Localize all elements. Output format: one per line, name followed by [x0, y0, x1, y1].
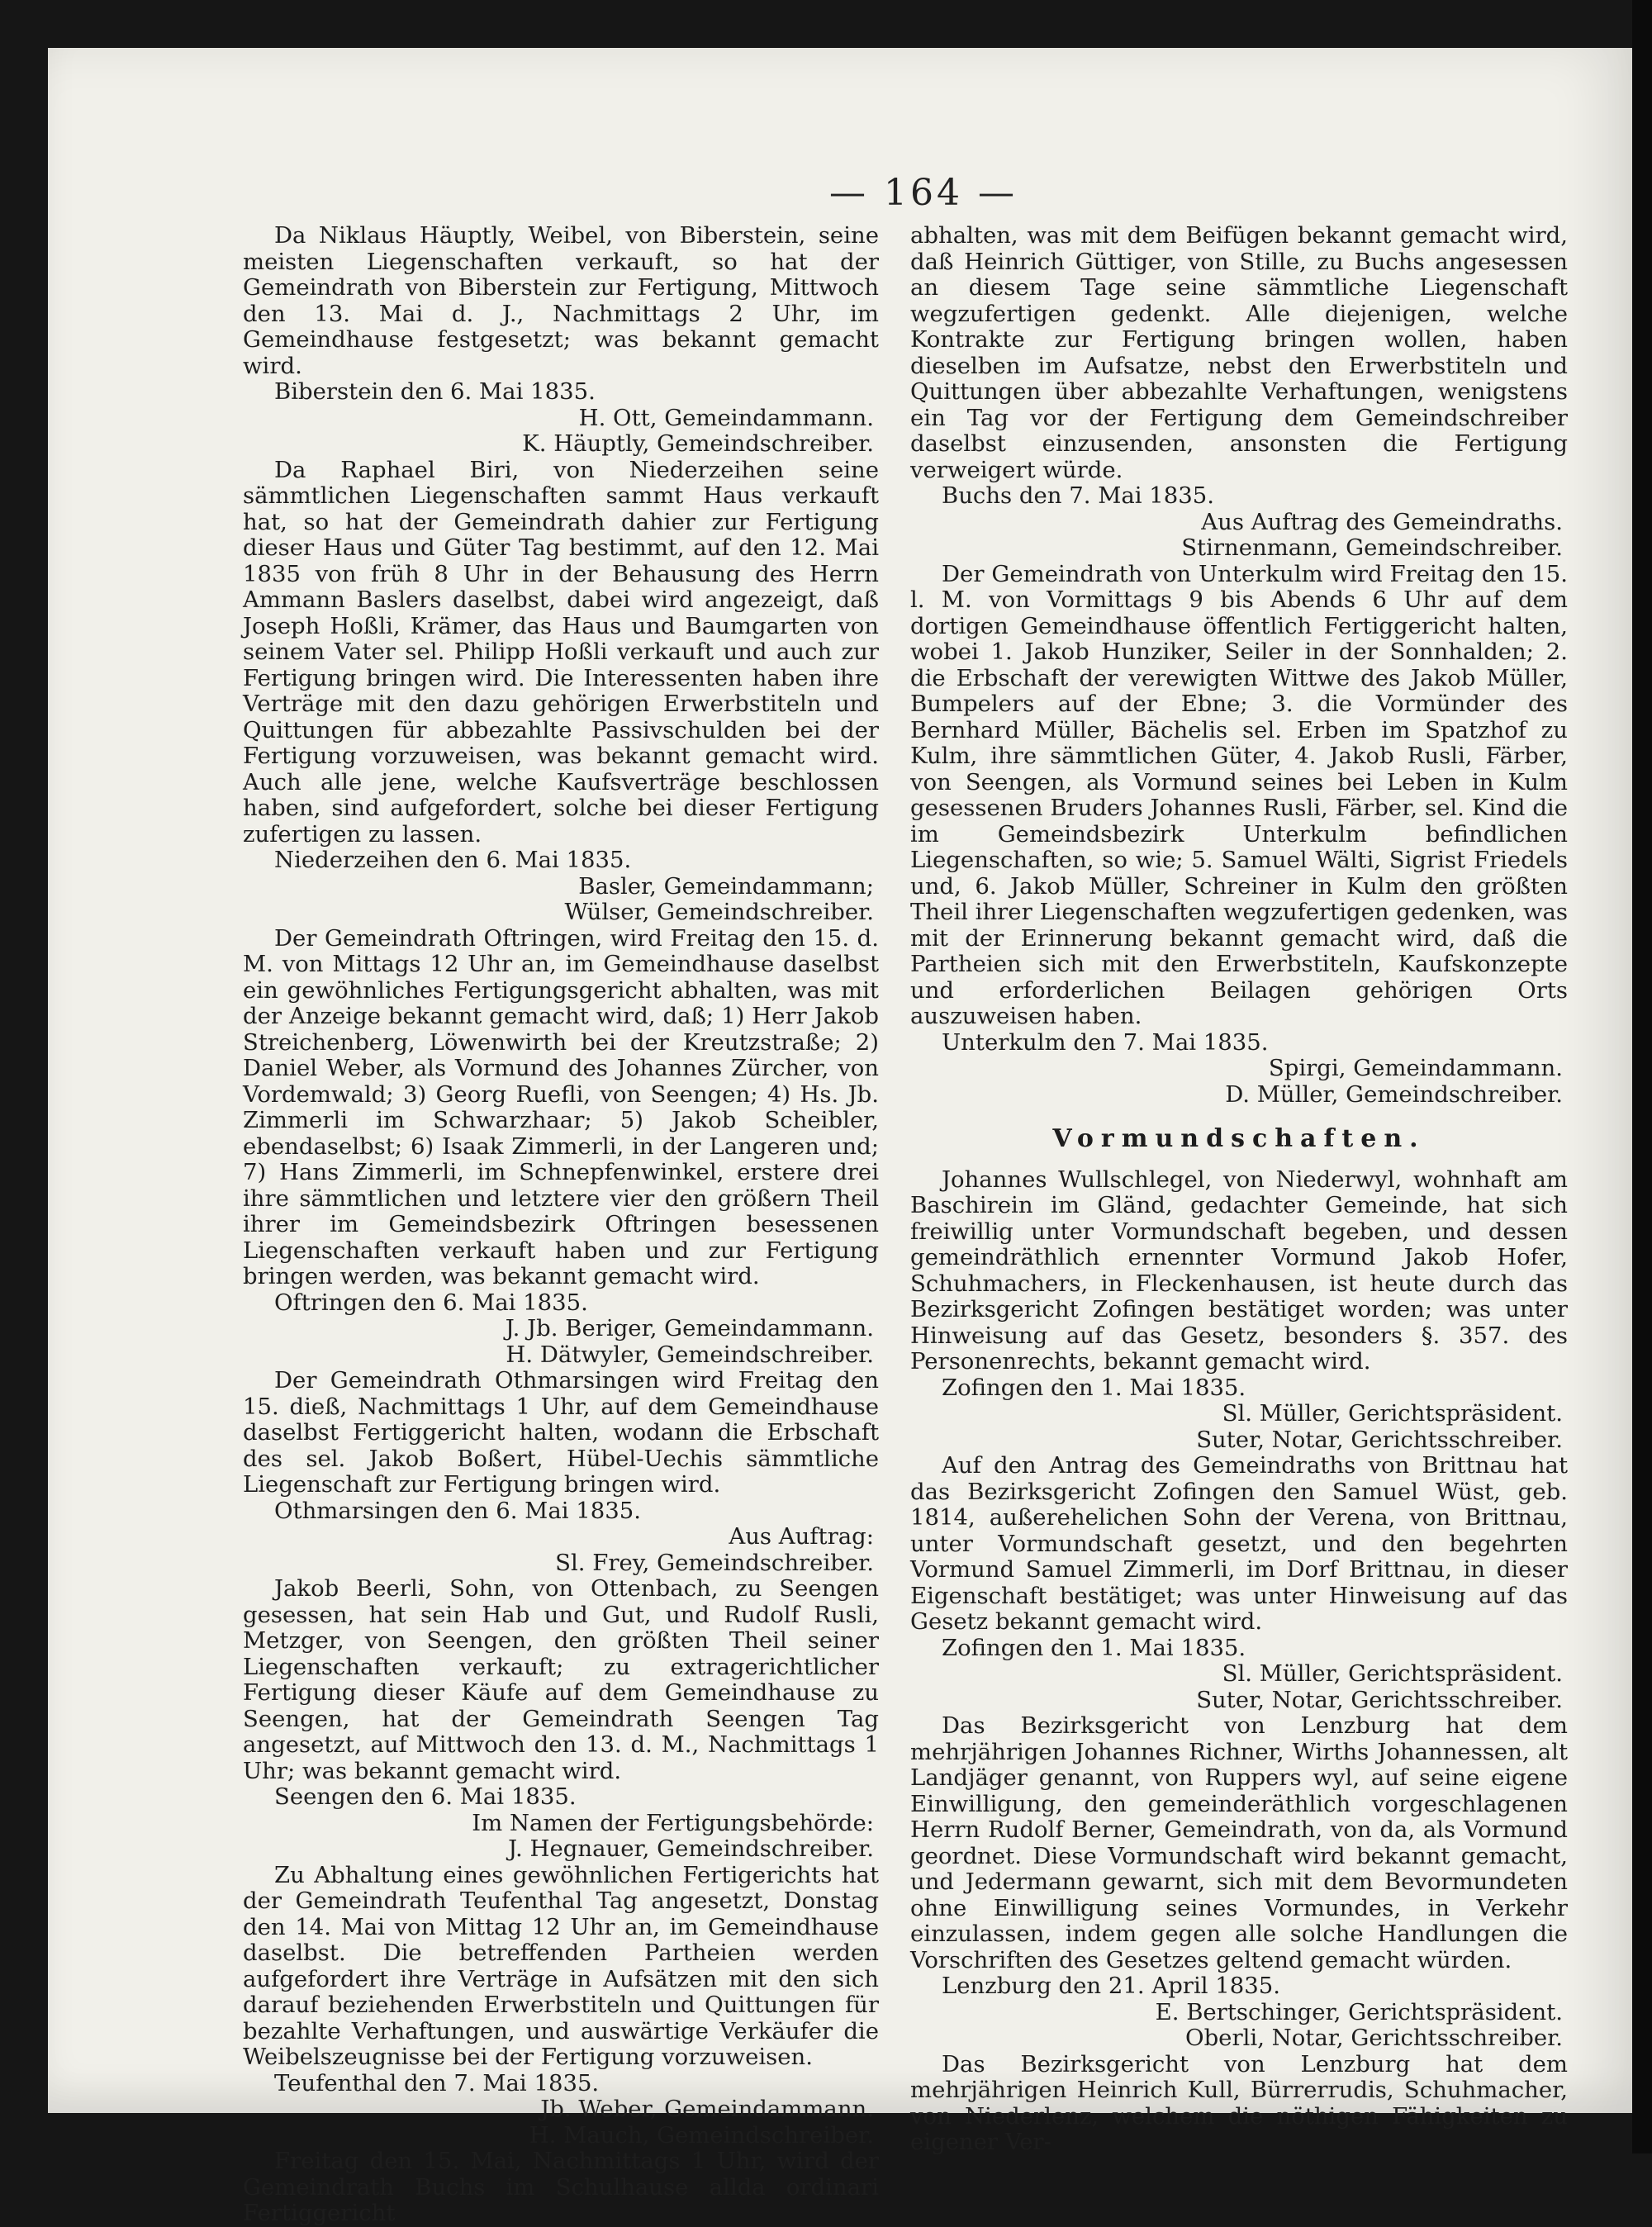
notice-paragraph: Der Gemeindrath Oftringen, wird Freitag den 15. d. M. von Mittags 12 Uhr an, im Gemeindhause daselbst ein gewöhnliches Fertigungsgericht abhalten, was mit der Anzeige bekannt gemacht wird, daß; 1) Herr Jakob Streichenberg, Löwenwirth bei der Kreutzstraße; 2) Daniel Weber, als Vormund des Johannes Zürcher, von Vordemwald; 3) Georg Ruefli, von Seengen; 4) Hs. Jb. Zimmerli im Schwarzhaar; 5) Jakob Scheibler, ebendaselbst; 6) Isaak Zimmerli, in der Langeren und; 7) Hans Zimmerli, im Schnepfenwinkel, erstere drei ihre sämmtlichen und letztere vier den größern Theil ihrer im Gemeindsbezirk Oftringen besessenen Liegenschaften verkauft haben und zur Fertigung bringen werden, was bekannt gemacht wird.	[243, 924, 879, 1289]
notice-dateline: Buchs den 7. Mai 1835.	[942, 482, 1215, 509]
notice-paragraph: Das Bezirksgericht von Lenzburg hat dem mehrjährigen Johannes Richner, Wirths Johannessen, alt Landjäger genannt, von Ruppers wyl, auf seine eigene Einwilligung, den gemeinderäthlich vorgeschlagenen Herrn Rudolf Berner, Gemeindrath, von da, als Vormund geordnet. Diese Vormundschaft wird bekannt gemacht, und Jedermann gewarnt, sich mit dem Bevormundeten ohne Einwilligung seines Vormundes, in Verkehr einzulassen, indem gegen alle solche Handlungen die Vorschriften des Gesetzes geltend gemacht würden.	[910, 1712, 1568, 1973]
notice-signature: Oberli, Notar, Gerichtsschreiber.	[1185, 2025, 1563, 2051]
notice-paragraph: Zu Abhaltung eines gewöhnlichen Fertigerichts hat der Gemeindrath Teufenthal Tag angesetzt, Donstag den 14. Mai von Mittag 12 Uhr an, im Gemeindhause daselbst. Die betreffenden Partheien werden aufgefordert ihre Verträge in Aufsätzen mit den sich darauf beziehenden Erwerbstiteln und Quittungen für bezahlte Verhaftungen, und auswärtige Verkäufer die Weibelszeugnisse bei der Fertigung vorzuweisen.	[243, 1861, 879, 2070]
notice-signature: Suter, Notar, Gerichtsschreiber.	[1196, 1426, 1563, 1453]
notice-signature: Spirgi, Gemeindammann.	[1268, 1055, 1563, 1081]
notice-paragraph: Der Gemeindrath Othmarsingen wird Freitag den 15. dieß, Nachmittags 1 Uhr, auf dem Gemeindhause daselbst Fertiggericht halten, wodann die Erbschaft des sel. Jakob Boßert, Hübel-Uechis sämmtliche Liegenschaft zur Fertigung bringen wird.	[243, 1367, 879, 1498]
notice-dateline: Othmarsingen den 6. Mai 1835.	[274, 1497, 642, 1524]
notice-dateline: Oftringen den 6. Mai 1835.	[274, 1289, 588, 1316]
notice-paragraph: Johannes Wullschlegel, von Niederwyl, wohnhaft am Baschirein im Gländ, gedachter Gemeinde, hat sich freiwillig unter Vormundschaft begeben, und dessen gemeindräthlich ernennter Vormund Jakob Hofer, Schuhmachers, in Fleckenhausen, ist heute durch das Bezirksgericht Zofingen bestätiget worden; was unter Hinweisung auf das Gesetz, besonders §. 357. des Personenrechts, bekannt gemacht wird.	[910, 1166, 1568, 1375]
scan-border	[1632, 0, 1652, 2153]
notice-paragraph: Das Bezirksgericht von Lenzburg hat dem mehrjährigen Heinrich Kull, Bürrerrudis, Schuhmacher, von Niederlenz, welchem die nöthigen Fähigkeiten zu eigener Ver-	[910, 2050, 1568, 2155]
notice-dateline: Teufenthal den 7. Mai 1835.	[274, 2069, 600, 2096]
notice-dateline: Unterkulm den 7. Mai 1835.	[942, 1028, 1269, 1056]
notice-signature: Aus Auftrag:	[729, 1523, 874, 1550]
notice-signature: Basler, Gemeindammann;	[578, 872, 874, 900]
notice-signature: J. Hegnauer, Gemeindschreiber.	[508, 1835, 874, 1862]
notice-signature: K. Häuptly, Gemeindschreiber.	[522, 430, 874, 457]
notice-signature: Sl. Müller, Gerichtspräsident.	[1222, 1400, 1563, 1427]
notice-dateline: Seengen den 6. Mai 1835.	[274, 1783, 577, 1810]
notice-paragraph: Freitag den 15. Mai, Nachmittags 1 Uhr, wird der Gemeindrath Buchs im Schulhause allda ordinari Fertiggericht	[243, 2148, 879, 2226]
notice-signature: H. Ott, Gemeindammann.	[578, 404, 874, 431]
notice-signature: J. Jb. Beriger, Gemeindammann.	[505, 1315, 874, 1341]
notice-paragraph: Der Gemeindrath von Unterkulm wird Freitag den 15. l. M. von Vormittags 9 bis Abends 6 Uhr auf dem dortigen Gemeindhause öffentlich Fertiggericht halten, wobei 1. Jakob Hunziker, Seiler in der Sonnhalden; 2. die Erbschaft der verewigten Wittwe des Jakob Müller, Bumpelers auf der Ebne; 3. die Vormünder des Bernhard Müller, Bächelis sel. Erben im Spatzhof zu Kulm, ihre sämmtlichen Güter, 4. Jakob Rusli, Färber, von Seengen, als Vormund seines bei Leben in Kulm gesessenen Bruders Johannes Rusli, Färber, sel. Kind die im Gemeindsbezirk Unterkulm befindlichen Liegenschaften, so wie; 5. Samuel Wälti, Sigrist Friedels und, 6. Jakob Müller, Schreiner in Kulm den größten Theil ihrer Liegenschaften wegzufertigen gedenken, was mit der Erinnerung bekannt gemacht wird, daß die Partheien sich mit den Erwerbstiteln, Kaufskonzepte und erforderlichen Beilagen gehörigen Orts auszuweisen haben.	[910, 560, 1569, 1029]
notice-dateline: Zofingen den 1. Mai 1835.	[942, 1634, 1246, 1661]
notice-paragraph: Da Raphael Biri, von Niederzeihen seine sämmtlichen Liegenschaften sammt Haus verkauft hat, so hat der Gemeindrath dahier zur Fertigung dieser Haus und Güter Tag bestimmt, auf den 12. Mai 1835 von früh 8 Uhr in der Behausung des Herrn Ammann Baslers daselbst, dabei wird angezeigt, daß Joseph Hoßli, Krämer, das Haus und Baumgarten von seinem Vater sel. Philipp Hoßli verkauft und auch zur Fertigung bringen wird. Die Interessenten haben ihre Verträge mit den dazu gehörigen Erwerbstiteln und Quittungen für abbezahlte Passivschulden bei der Fertigung vorzuweisen, was bekannt gemacht wird. Auch alle jene, welche Kaufsverträge beschlossen haben, sind aufgefordert, solche bei dieser Fertigung zufertigen zu lassen.	[243, 456, 879, 848]
right-column	[910, 223, 1568, 2156]
notice-signature: H. Dätwyler, Gemeindschreiber.	[506, 1341, 874, 1368]
notice-signature: Wülser, Gemeindschreiber.	[564, 899, 874, 925]
notice-signature: E. Bertschinger, Gerichtspräsident.	[1155, 1998, 1563, 2025]
notice-paragraph: abhalten, was mit dem Beifügen bekannt gemacht wird, daß Heinrich Güttiger, von Stille, zu Buchs angesessen an diesem Tage seine sämmtliche Liegenschaft wegzufertigen gedenkt. Alle diejenigen, welche Kontrakte zur Fertigung bringen wollen, haben dieselben im Aufsatze, nebst den Erwerbstiteln und Quittungen über abbezahlte Verhaftungen, wenigstens ein Tag vor der Fertigung dem Gemeindschreiber daselbst einzusenden, ansonsten die Fertigung verweigert würde.	[910, 222, 1568, 483]
notice-signature: Stirnenmann, Gemeindschreiber.	[1181, 534, 1563, 561]
notice-dateline: Niederzeihen den 6. Mai 1835.	[274, 847, 632, 873]
notice-paragraph: Auf den Antrag des Gemeindraths von Brittnau hat das Bezirksgericht Zofingen den Samuel Wüst, geb. 1814, außerehelichen Sohn der Verena, von Brittnau, unter Vormundschaft gesetzt, und den begehrten Vormund Samuel Zimmerli, im Dorf Brittnau, in dieser Eigenschaft bestätiget; was unter Hinweisung auf das Gesetz bekannt gemacht wird.	[910, 1452, 1568, 1635]
notice-signature: H. Mauch, Gemeindschreiber.	[529, 2121, 874, 2149]
notice-dateline: Biberstein den 6. Mai 1835.	[274, 378, 596, 405]
notice-signature: Aus Auftrag des Gemeindraths.	[1201, 508, 1563, 535]
notice-signature: Im Namen der Fertigungsbehörde:	[472, 1809, 874, 1836]
notice-signature: D. Müller, Gemeindschreiber.	[1225, 1080, 1563, 1108]
newspaper-page	[48, 48, 1632, 2226]
left-column	[243, 223, 879, 2227]
notice-paragraph: Da Niklaus Häuptly, Weibel, von Biberstein, seine meisten Liegenschaften verkauft, so hat der Gemeindrath von Biberstein zur Fertigung, Mittwoch den 13. Mai d. J., Nachmittags 2 Uhr, im Gemeindhause festgesetzt; was bekannt gemacht wird.	[243, 222, 879, 379]
section-title: Vormundschaften.	[1052, 1124, 1426, 1153]
notice-signature: Sl. Müller, Gerichtspräsident.	[1222, 1660, 1563, 1687]
notice-paragraph: Jakob Beerli, Sohn, von Ottenbach, zu Seengen gesessen, hat sein Hab und Gut, und Rudolf Rusli, Metzger, von Seengen, den größten Theil seiner Liegenschaften verkauft; zu extragerichtlicher Fertigung dieser Käufe auf dem Gemeindhause zu Seengen, hat der Gemeindrath Seengen Tag angesetzt, auf Mittwoch den 13. d. M., Nachmittags 1 Uhr; was bekannt gemacht wird.	[243, 1575, 879, 1784]
notice-dateline: Lenzburg den 21. April 1835.	[942, 1973, 1281, 1999]
page-number: — 164 —	[829, 172, 1018, 214]
notice-signature: Sl. Frey, Gemeindschreiber.	[555, 1549, 874, 1576]
notice-dateline: Zofingen den 1. Mai 1835.	[942, 1374, 1246, 1401]
notice-signature: Suter, Notar, Gerichtsschreiber.	[1196, 1686, 1563, 1713]
notice-signature: Jb. Weber, Gemeindammann.	[540, 2096, 874, 2122]
